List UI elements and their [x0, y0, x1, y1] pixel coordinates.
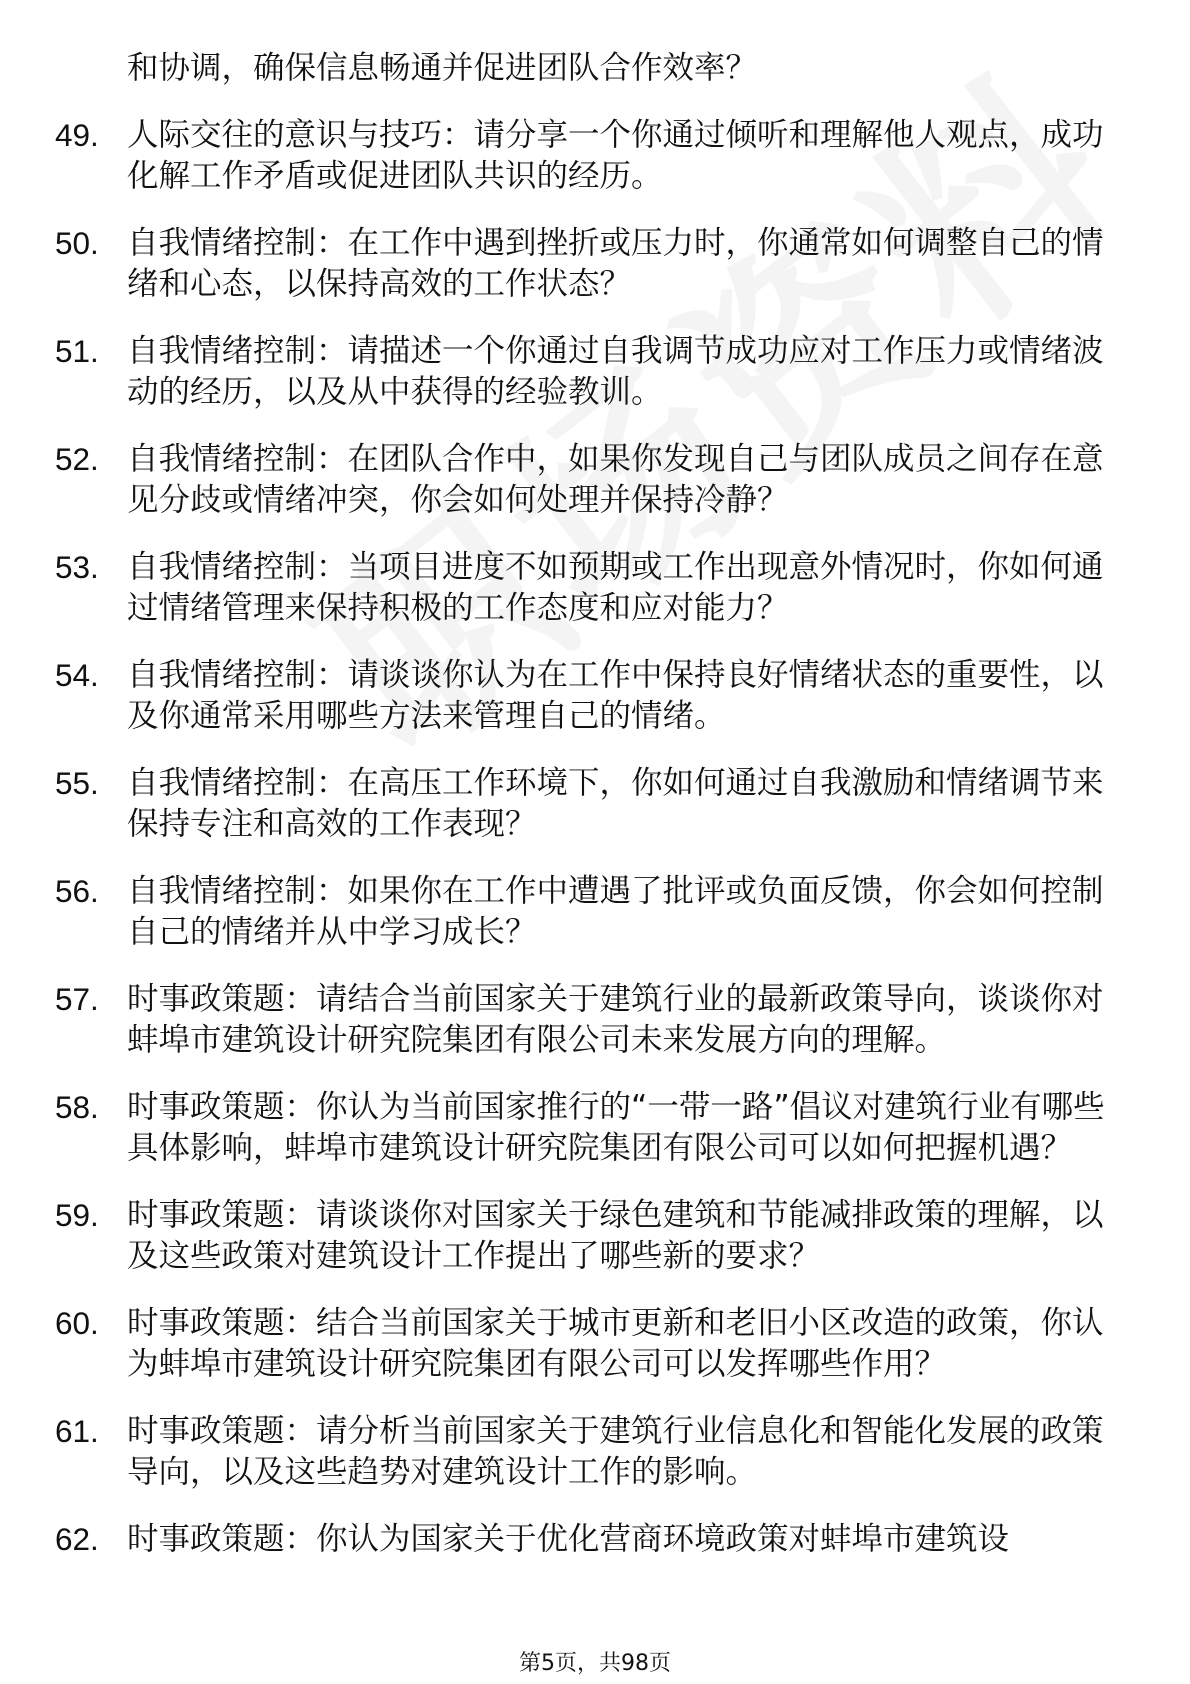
list-item: [55, 547, 1115, 629]
item-number: 53.: [55, 549, 99, 585]
item-number: 50.: [55, 225, 99, 261]
item-text: 自我情绪控制：当项目进度不如预期或工作出现意外情况时，你如何通过情绪管理来保持积极的工作态度和应对能力？: [127, 549, 1104, 626]
list-item: [55, 871, 1115, 953]
item-text: 时事政策题：结合当前国家关于城市更新和老旧小区改造的政策，你认为蚌埠市建筑设计研究院集团有限公司可以发挥哪些作用？: [127, 1305, 1104, 1382]
item-number: 52.: [55, 441, 99, 477]
item-text: 时事政策题：请谈谈你对国家关于绿色建筑和节能减排政策的理解，以及这些政策对建筑设计工作提出了哪些新的要求？: [127, 1197, 1104, 1274]
item-text: 时事政策题：请结合当前国家关于建筑行业的最新政策导向，谈谈你对蚌埠市建筑设计研究院集团有限公司未来发展方向的理解。: [127, 981, 1104, 1058]
item-number: 51.: [55, 333, 99, 369]
list-item: [55, 1195, 1115, 1277]
list-item: [55, 1411, 1115, 1493]
item-text: 自我情绪控制：请谈谈你认为在工作中保持良好情绪状态的重要性，以及你通常采用哪些方法来管理自己的情绪。: [127, 657, 1104, 734]
list-item: [55, 223, 1115, 305]
item-text: 自我情绪控制：请描述一个你通过自我调节成功应对工作压力或情绪波动的经历，以及从中获得的经验教训。: [127, 333, 1104, 410]
list-item: [55, 763, 1115, 845]
item-text: 自我情绪控制：在工作中遇到挫折或压力时，你通常如何调整自己的情绪和心态，以保持高效的工作状态？: [127, 225, 1104, 302]
item-number: 61.: [55, 1413, 99, 1449]
item-number: 55.: [55, 765, 99, 801]
list-item: [55, 979, 1115, 1061]
item-number: 58.: [55, 1089, 99, 1125]
continuation-line: 和协调，确保信息畅通并促进团队合作效率？: [127, 50, 758, 86]
item-text: 自我情绪控制：在高压工作环境下，你如何通过自我激励和情绪调节来保持专注和高效的工作表现？: [127, 765, 1104, 842]
item-text: 自我情绪控制：如果你在工作中遭遇了批评或负面反馈，你会如何控制自己的情绪并从中学习成长？: [127, 873, 1104, 950]
list-item: [55, 1087, 1115, 1169]
item-number: 62.: [55, 1521, 99, 1557]
item-number: 57.: [55, 981, 99, 1017]
list-item: [55, 115, 1115, 197]
question-list: [55, 48, 1115, 1586]
list-item: [55, 1519, 1115, 1560]
item-number: 60.: [55, 1305, 99, 1341]
item-number: 59.: [55, 1197, 99, 1233]
page-footer: 第5页，共98页: [519, 1651, 671, 1676]
item-text: 自我情绪控制：在团队合作中，如果你发现自己与团队成员之间存在意见分歧或情绪冲突，你会如何处理并保持冷静？: [127, 441, 1104, 518]
list-item: [55, 331, 1115, 413]
item-number: 54.: [55, 657, 99, 693]
item-text: 人际交往的意识与技巧：请分享一个你通过倾听和理解他人观点，成功化解工作矛盾或促进团队共识的经历。: [127, 117, 1104, 194]
item-text: 时事政策题：请分析当前国家关于建筑行业信息化和智能化发展的政策导向，以及这些趋势对建筑设计工作的影响。: [127, 1413, 1104, 1490]
item-text: 时事政策题：你认为当前国家推行的“一带一路”倡议对建筑行业有哪些具体影响，蚌埠市建筑设计研究院集团有限公司可以如何把握机遇？: [127, 1089, 1105, 1166]
list-item: [55, 1303, 1115, 1385]
list-item: [55, 655, 1115, 737]
item-number: 56.: [55, 873, 99, 909]
list-item: [55, 439, 1115, 521]
item-number: 49.: [55, 117, 99, 153]
item-text: 时事政策题：你认为国家关于优化营商环境政策对蚌埠市建筑设: [127, 1521, 1010, 1557]
